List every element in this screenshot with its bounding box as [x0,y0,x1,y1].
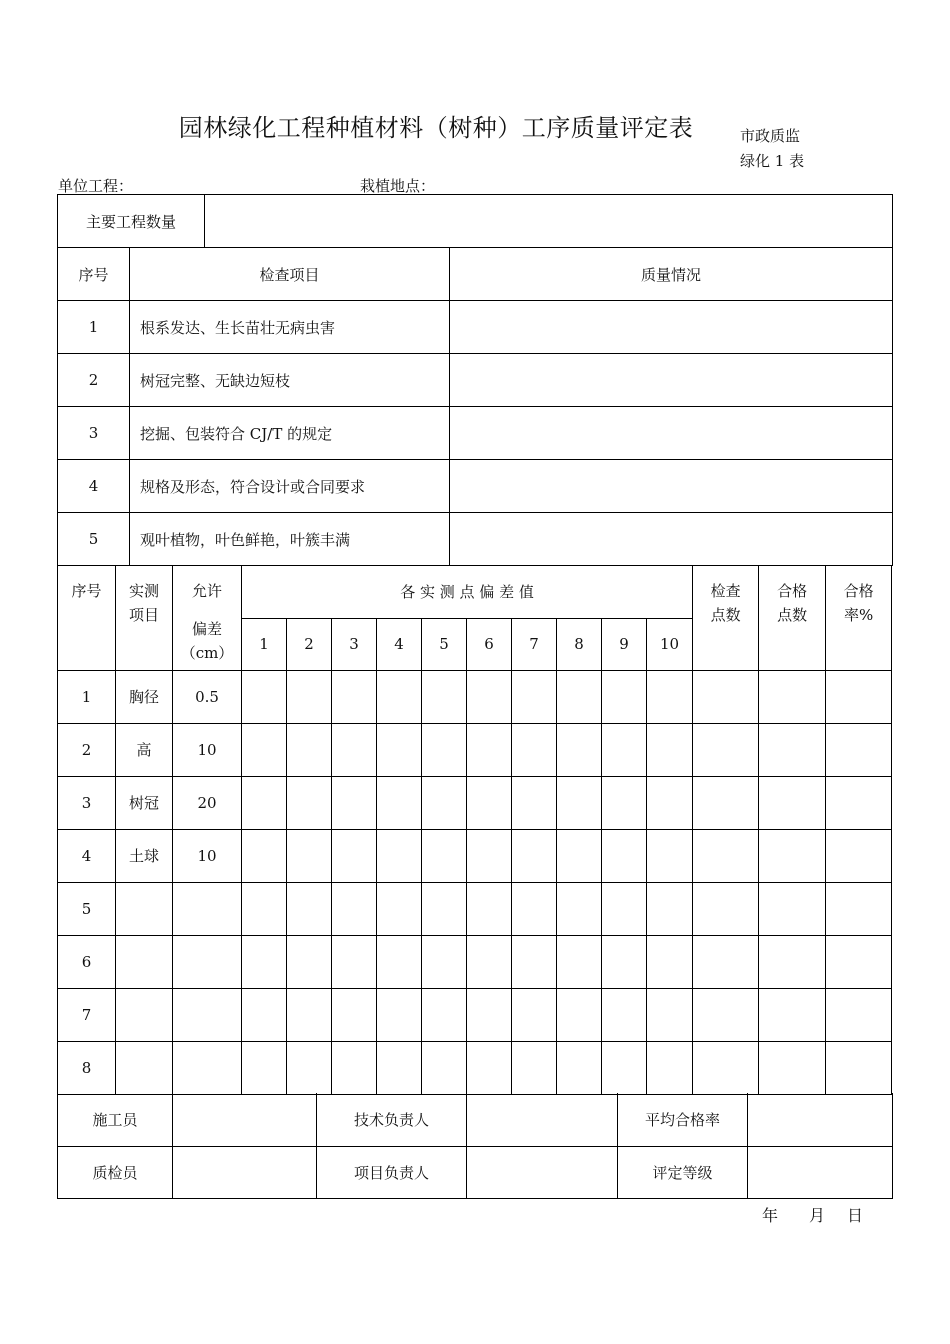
constructor-value[interactable] [173,1093,317,1146]
table-row [58,513,893,566]
date-line [762,1203,863,1226]
deviation-cell[interactable] [467,776,512,829]
table-row [58,460,893,513]
measure-row-item [116,988,173,1041]
grade-value[interactable] [748,1146,893,1198]
avg-pass-rate-label: 平均合格率 [618,1093,748,1146]
check-count-cell[interactable] [693,723,759,776]
measure-row-tolerance: 10 [173,723,242,776]
inspector-value[interactable] [173,1146,317,1198]
signoff-table [57,1093,893,1199]
grade-label: 评定等级 [618,1146,748,1198]
point-number: 1 [242,618,287,670]
inspection-no: 5 [58,513,130,566]
inspection-no: 1 [58,301,130,354]
deviation-cell[interactable] [377,776,422,829]
deviation-cell[interactable] [332,935,377,988]
pass-count-cell[interactable] [759,776,826,829]
deviation-cell[interactable] [422,1041,467,1094]
measure-header-tol-line1: 允许 [191,582,222,600]
deviation-cell[interactable] [422,776,467,829]
deviation-cell[interactable] [422,829,467,882]
measure-header-tol-line3: （cm） [180,644,234,662]
measure-row-item: 高 [116,723,173,776]
inspection-header-item: 检查项目 [130,248,450,301]
point-number: 9 [602,618,647,670]
inspection-quality-cell[interactable] [450,460,893,513]
table-row [58,988,892,1041]
deviation-cell[interactable] [242,988,287,1041]
measure-row-tolerance: 10 [173,829,242,882]
planting-site-label: 栽植地点： [360,177,436,195]
inspection-quality-cell[interactable] [450,301,893,354]
deviation-cell[interactable] [647,935,693,988]
point-number: 8 [557,618,602,670]
deviation-cell[interactable] [647,988,693,1041]
deviation-cell[interactable] [647,829,693,882]
measure-row-item [116,1041,173,1094]
deviation-cell[interactable] [512,988,557,1041]
measure-row-tolerance [173,882,242,935]
inspection-item: 树冠完整、无缺边短枝 [130,354,450,407]
deviation-cell[interactable] [242,723,287,776]
inspection-quality-cell[interactable] [450,354,893,407]
point-number: 10 [647,618,693,670]
deviation-cell[interactable] [287,829,332,882]
measure-row-no: 4 [58,829,116,882]
deviation-cell[interactable] [422,882,467,935]
deviation-cell[interactable] [512,1041,557,1094]
deviation-cell[interactable] [647,723,693,776]
deviation-cell[interactable] [512,829,557,882]
deviation-cell[interactable] [377,935,422,988]
deviation-cell[interactable] [647,882,693,935]
deviation-cell[interactable] [287,776,332,829]
measure-row-no: 6 [58,935,116,988]
deviation-cell[interactable] [467,829,512,882]
inspection-no: 2 [58,354,130,407]
table-row [58,301,893,354]
point-number: 7 [512,618,557,670]
table-row [58,354,893,407]
deviation-cell[interactable] [602,776,647,829]
deviation-cell[interactable] [557,723,602,776]
pass-rate-cell[interactable] [826,882,892,935]
project-lead-value[interactable] [467,1146,618,1198]
inspection-item: 观叶植物，叶色鲜艳，叶簇丰满 [130,513,450,566]
check-count-cell[interactable] [693,935,759,988]
check-count-cell[interactable] [693,1041,759,1094]
page-title: 园林绿化工程种植材料（树种）工序质量评定表 [178,114,694,142]
inspection-quality-cell[interactable] [450,407,893,460]
deviation-cell[interactable] [557,776,602,829]
measure-header-pass-line2: 点数 [777,606,808,624]
deviation-cell[interactable] [467,988,512,1041]
deviation-cell[interactable] [467,723,512,776]
deviation-cell[interactable] [377,670,422,723]
main-qty-value[interactable] [205,195,893,248]
deviation-cell[interactable] [287,935,332,988]
point-number: 2 [287,618,332,670]
deviation-cell[interactable] [332,723,377,776]
table-row [58,935,892,988]
deviation-cell[interactable] [557,882,602,935]
deviation-cell[interactable] [287,882,332,935]
deviation-cell[interactable] [647,670,693,723]
deviation-cell[interactable] [332,1041,377,1094]
point-number: 5 [422,618,467,670]
measure-header-check-count [693,565,759,670]
check-count-cell[interactable] [693,670,759,723]
inspection-header-no: 序号 [58,248,130,301]
measure-row-item: 土球 [116,829,173,882]
measurement-table [57,565,892,1095]
inspection-item: 挖掘、包装符合 CJ/T 的规定 [130,407,450,460]
pass-rate-cell[interactable] [826,988,892,1041]
deviation-cell[interactable] [242,1041,287,1094]
measure-row-tolerance: 20 [173,776,242,829]
deviation-cell[interactable] [512,670,557,723]
check-count-cell[interactable] [693,882,759,935]
table-row [58,407,893,460]
inspection-item: 规格及形态，符合设计或合同要求 [130,460,450,513]
check-count-cell[interactable] [693,829,759,882]
unit-project-label: 单位工程： [58,177,134,195]
pass-count-cell[interactable] [759,988,826,1041]
deviation-cell[interactable] [242,776,287,829]
deviation-cell[interactable] [512,935,557,988]
deviation-cell[interactable] [242,829,287,882]
point-number: 6 [467,618,512,670]
pass-count-cell[interactable] [759,829,826,882]
deviation-cell[interactable] [242,935,287,988]
measure-row-no: 5 [58,882,116,935]
measure-row-no: 8 [58,1041,116,1094]
measure-row-item [116,935,173,988]
measure-row-no: 3 [58,776,116,829]
deviation-cell[interactable] [332,988,377,1041]
pass-count-cell[interactable] [759,670,826,723]
deviation-cell[interactable] [467,1041,512,1094]
deviation-cell[interactable] [512,776,557,829]
inspection-quality-cell[interactable] [450,513,893,566]
measure-header-pass-rate [826,565,892,670]
deviation-cell[interactable] [332,829,377,882]
deviation-cell[interactable] [332,776,377,829]
deviation-cell[interactable] [287,988,332,1041]
measure-row-no: 1 [58,670,116,723]
deviation-cell[interactable] [602,670,647,723]
check-count-cell[interactable] [693,988,759,1041]
deviation-cell[interactable] [422,988,467,1041]
deviation-cell[interactable] [557,670,602,723]
pass-count-cell[interactable] [759,723,826,776]
deviation-cell[interactable] [557,935,602,988]
measure-header-item-line2: 项目 [128,606,159,624]
date-day: 日 [847,1206,864,1225]
measure-header-rate-line2: 率% [843,606,874,624]
deviation-cell[interactable] [467,882,512,935]
form-code-line1: 市政质监 [740,127,801,145]
table-row [58,882,892,935]
project-lead-label: 项目负责人 [317,1146,467,1198]
check-count-cell[interactable] [693,776,759,829]
date-year: 年 [762,1206,779,1225]
measure-header-tol-line2: 偏差 [191,620,222,638]
pass-count-cell[interactable] [759,935,826,988]
measure-row-no: 2 [58,723,116,776]
pass-rate-cell[interactable] [826,776,892,829]
pass-count-cell[interactable] [759,1041,826,1094]
deviation-cell[interactable] [647,1041,693,1094]
deviation-cell[interactable] [422,935,467,988]
measure-header-item-line1: 实测 [128,582,159,600]
measure-row-tolerance [173,935,242,988]
table-row [58,670,892,723]
deviation-cell[interactable] [332,670,377,723]
deviation-cell[interactable] [377,829,422,882]
measure-header-item [116,565,173,670]
inspection-table [57,194,893,566]
deviation-cell[interactable] [557,988,602,1041]
deviation-cell[interactable] [557,829,602,882]
deviation-cell[interactable] [422,670,467,723]
measure-header-check-line1: 检查 [710,582,741,600]
deviation-cell[interactable] [512,882,557,935]
measure-header-tolerance [173,565,242,670]
deviation-cell[interactable] [377,1041,422,1094]
deviation-cell[interactable] [377,988,422,1041]
deviation-cell[interactable] [377,882,422,935]
inspection-no: 4 [58,460,130,513]
deviation-cell[interactable] [467,935,512,988]
deviation-cell[interactable] [602,1041,647,1094]
inspection-no: 3 [58,407,130,460]
deviation-cell[interactable] [287,670,332,723]
deviation-cell[interactable] [602,988,647,1041]
deviation-cell[interactable] [602,829,647,882]
deviation-cell[interactable] [242,882,287,935]
measure-header-check-line2: 点数 [710,606,741,624]
measure-row-no: 7 [58,988,116,1041]
date-month: 月 [809,1206,826,1225]
tech-lead-value[interactable] [467,1093,618,1146]
measure-header-rate-line1: 合格 [843,582,874,600]
avg-pass-rate-value[interactable] [748,1093,893,1146]
inspector-label: 质检员 [58,1146,173,1198]
tech-lead-label: 技术负责人 [317,1093,467,1146]
pass-rate-cell[interactable] [826,935,892,988]
deviation-cell[interactable] [602,882,647,935]
measure-row-tolerance [173,988,242,1041]
deviation-cell[interactable] [377,723,422,776]
pass-rate-cell[interactable] [826,723,892,776]
deviation-cell[interactable] [242,670,287,723]
measure-header-pass-count [759,565,826,670]
table-row [58,776,892,829]
measure-row-tolerance: 0.5 [173,670,242,723]
deviation-cell[interactable] [602,723,647,776]
deviation-cell[interactable] [602,935,647,988]
constructor-label: 施工员 [58,1093,173,1146]
deviation-cell[interactable] [422,723,467,776]
deviation-cell[interactable] [287,1041,332,1094]
table-row [58,1041,892,1094]
deviation-cell[interactable] [287,723,332,776]
deviation-cell[interactable] [647,776,693,829]
table-row [58,829,892,882]
form-code-line2: 绿化 1 表 [740,152,805,170]
measure-header-no: 序号 [58,565,116,670]
measure-row-tolerance [173,1041,242,1094]
measure-row-item: 树冠 [116,776,173,829]
measure-row-item [116,882,173,935]
deviation-cell[interactable] [512,723,557,776]
point-number: 3 [332,618,377,670]
measure-header-pass-line1: 合格 [777,582,808,600]
deviation-cell[interactable] [467,670,512,723]
main-qty-label: 主要工程数量 [58,195,205,248]
pass-count-cell[interactable] [759,882,826,935]
deviation-cell[interactable] [557,1041,602,1094]
pass-rate-cell[interactable] [826,670,892,723]
point-number: 4 [377,618,422,670]
pass-rate-cell[interactable] [826,1041,892,1094]
measure-row-item: 胸径 [116,670,173,723]
pass-rate-cell[interactable] [826,829,892,882]
measure-header-points: 各 实 测 点 偏 差 值 [242,565,693,618]
table-row [58,723,892,776]
inspection-item: 根系发达、生长苗壮无病虫害 [130,301,450,354]
inspection-header-quality: 质量情况 [450,248,893,301]
deviation-cell[interactable] [332,882,377,935]
